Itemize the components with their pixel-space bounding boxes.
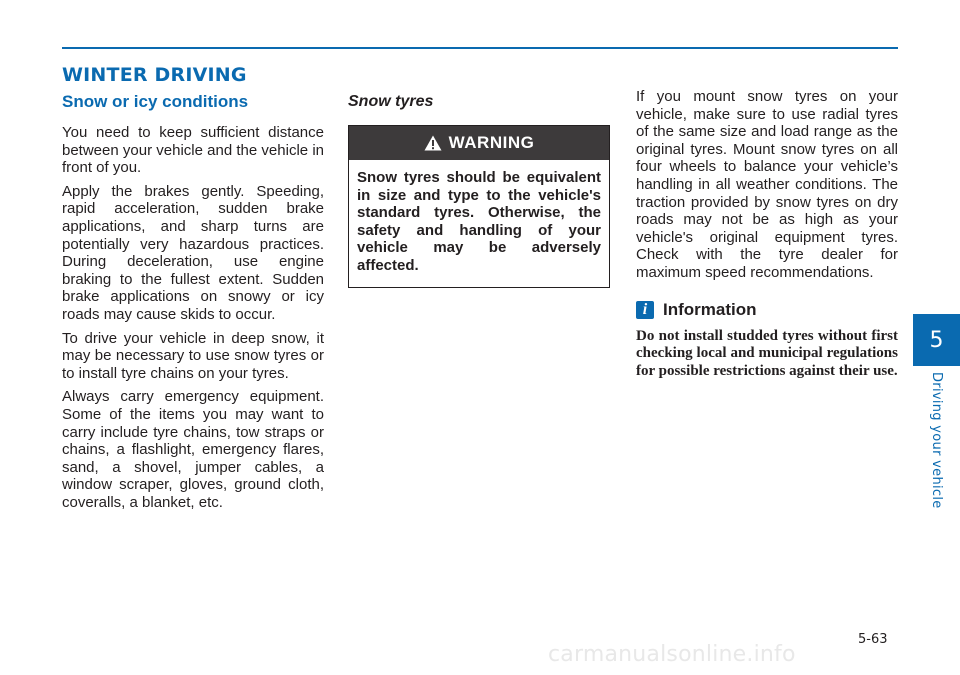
right-column [636, 88, 898, 380]
section-title: WINTER DRIVING [62, 64, 247, 86]
warning-box [348, 125, 610, 288]
paragraph-mount-snow-tyres: If you mount snow tyres on your vehicle, make sure to use radial tyres of the same size and load range as the original tyres. Mount snow tyres on all four wheels to balance your vehicle’s handling in all weather conditions. The traction provided by snow tyres on dry roads may not be as high as your vehicle's original equipment tyres. Check with the tyre dealer for maximum speed recommendations. [636, 88, 898, 281]
middle-column [348, 88, 610, 288]
information-text: Do not install studded tyres without first checking local and municipal regulations for possible restrictions against their use. [636, 327, 898, 379]
information-heading [636, 300, 898, 320]
paragraph-brakes: Apply the brakes gently. Speeding, rapid acceleration, sudden brake applications, and sharp turns are potentially very hazardous practices. During deceleration, use engine braking to the fullest extent. Sudden brake applications on snowy or icy roads may cause skids to occur. [62, 182, 324, 323]
chapter-title: Driving your vehicle [929, 372, 944, 509]
information-label: Information [663, 299, 757, 319]
warning-label: WARNING [448, 133, 535, 152]
warning-header [349, 126, 609, 160]
warning-triangle-icon [424, 135, 442, 151]
page-number: 5-63 [858, 632, 888, 647]
snow-tyres-heading: Snow tyres [348, 93, 434, 110]
information-icon: i [636, 301, 654, 319]
left-column [62, 88, 324, 517]
header-rule [62, 47, 898, 49]
paragraph-deep-snow: To drive your vehicle in deep snow, it may be necessary to use snow tyres or to install tyre chains on your tyres. [62, 329, 324, 382]
paragraph-distance: You need to keep sufficient distance between your vehicle and the vehicle in front of you. [62, 124, 324, 177]
paragraph-emergency-equipment: Always carry emergency equipment. Some of the items you may want to carry include tyre chains, tow straps or chains, a flashlight, emergency flares, sand, a shovel, jumper cables, a window scraper, gloves, ground cloth, coveralls, a blanket, etc. [62, 388, 324, 511]
warning-text: Snow tyres should be equivalent in size and type to the vehicle's standard tyres. Otherwise, the safety and handling of your vehicle may be adversely affected. [357, 169, 601, 274]
watermark: carmanualsonline.info [548, 642, 796, 667]
snow-icy-heading: Snow or icy conditions [62, 92, 249, 111]
chapter-number-tab: 5 [913, 314, 960, 366]
